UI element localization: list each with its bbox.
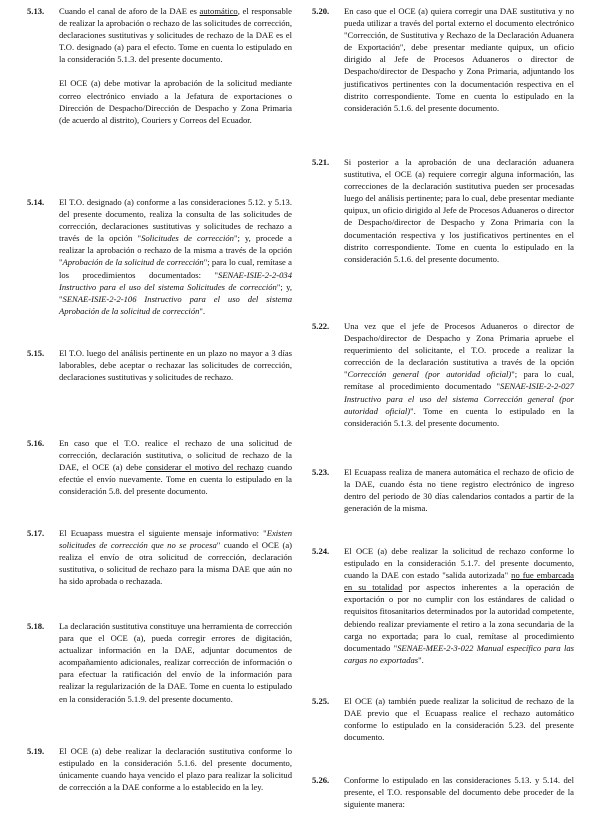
clause-body bbox=[59, 745, 292, 793]
italic-text: Aprobación de la solicitud de corrección bbox=[62, 257, 204, 268]
text-run: Conforme lo estipulado en las consideraciones 5.13. y 5.14. del presente, el T.O. responsable del documento debe proceder de la siguiente manera: bbox=[344, 775, 574, 810]
clause-paragraph bbox=[344, 5, 574, 114]
clause-5-23 bbox=[312, 466, 574, 514]
clause-5-18 bbox=[27, 620, 292, 705]
clause-number: 5.22. bbox=[312, 321, 330, 331]
clause-number: 5.21. bbox=[312, 157, 330, 167]
clause-body bbox=[344, 156, 574, 265]
clause-5-17 bbox=[27, 527, 292, 587]
clause-paragraph bbox=[59, 437, 292, 497]
clause-number: 5.16. bbox=[27, 438, 45, 448]
clause-paragraph bbox=[59, 527, 292, 587]
clause-body bbox=[59, 5, 292, 126]
text-run: El OCE (a) debe realizar la declaración sustitutiva conforme lo estipulado en la consideración 5.1.6. del presente documento, únicamente cuando haya vencido el plazo para realizar la solicitud de corrección a la DAE conforme a lo establecido en la ley. bbox=[59, 746, 292, 793]
underlined-text: automático bbox=[199, 6, 238, 16]
text-run: El Ecuapass muestra el siguiente mensaje informativo: " bbox=[59, 528, 267, 538]
clause-paragraph bbox=[344, 695, 574, 743]
text-run: ". bbox=[199, 305, 206, 316]
clause-number: 5.19. bbox=[27, 746, 45, 756]
text-run: Si posterior a la aprobación de una declaración aduanera sustitutiva, el OCE (a) requiere corregir alguna información, las correcciones de la declaración sustitutiva pueden ser procesadas luego del análisis pertinente; para lo cual, debe presentar mediante quipux, un oficio dirigido al Jefe de Procesos Aduaneros o director de Despacho/director de Despacho y Zona Primaria con la documentación respectiva y los justificativos pertinentes en el distrito correspondiente. Tome en cuenta lo estipulado en la consideración 5.1.6. del presente documento. bbox=[344, 157, 574, 264]
text-run: La declaración sustitutiva constituye una herramienta de corrección para que el OCE (a), pueda corregir errores de digitación, actualizar información en la DAE, adjuntar documentos de acompañamiento adicionales, realizar corrección de información o para efectuar la ratificación del envío de la información para realizar la regularización de la DAE. Tome en cuenta lo estipulado en la consideración 5.1.9. del presente documento. bbox=[59, 621, 292, 704]
text-run: Cuando el canal de aforo de la DAE es bbox=[59, 6, 200, 16]
text-run: El OCE (a) debe motivar la aprobación de la solicitud mediante correo electrónico enviado a la Jefatura de exportaciones o Dirección de Despacho/Dirección de Despacho y Zona Primaria (de acuerdo al distrito), Couriers y Correos del Ecuador. bbox=[59, 78, 292, 125]
clause-paragraph bbox=[344, 466, 574, 514]
clause-body bbox=[344, 545, 574, 666]
clause-paragraph bbox=[59, 77, 292, 125]
text-run: El Ecuapass realiza de manera automática el rechazo de oficio de la DAE, cuando ésta no tiene registro electrónico de ingreso dentro del periodo de 30 días calendarios contados a partir de la generación de la misma. bbox=[344, 467, 574, 514]
clause-number: 5.23. bbox=[312, 467, 330, 477]
clause-paragraph bbox=[344, 156, 574, 265]
text-run: El T.O. designado (a) conforme a las consideraciones 5.12. y 5.13. del presente documento, realiza la consulta de las solicitudes de corrección, declaraciones sustitutivas y solicitudes de rechazo a través de la opción " bbox=[59, 197, 292, 244]
clause-5-15 bbox=[27, 347, 292, 383]
clause-paragraph bbox=[59, 620, 292, 705]
text-run: ". bbox=[418, 654, 424, 665]
clause-number: 5.15. bbox=[27, 348, 45, 358]
clause-number: 5.26. bbox=[312, 775, 330, 785]
clause-5-16 bbox=[27, 437, 292, 497]
clause-paragraph bbox=[59, 196, 292, 317]
clause-paragraph bbox=[344, 545, 574, 666]
text-run: El OCE (a) también puede realizar la solicitud de rechazo de la DAE previo que el Ecuapass realice el rechazo automático conforme lo estipulado en la consideración 5.23. del presente documento. bbox=[344, 696, 574, 743]
text-run: Una vez que el jefe de Procesos Aduaneros o director de Despacho/director de Despacho y Zona Primaria apruebe el requerimiento del solicitante, el T.O. procede a realizar la corrección de la declaración sustitutiva a través de la opción " bbox=[344, 321, 574, 380]
clause-number: 5.13. bbox=[27, 6, 45, 16]
clause-number: 5.17. bbox=[27, 528, 45, 538]
clause-body bbox=[59, 527, 292, 587]
clause-body bbox=[59, 437, 292, 497]
text-run: El OCE (a) debe realizar la solicitud de rechazo conforme lo estipulado en la consideración 5.1.7. del presente documento, cuando la DAE con estado "salida autorizada" bbox=[344, 546, 574, 581]
clause-body bbox=[59, 196, 292, 317]
clause-5-13 bbox=[27, 5, 292, 126]
text-run: "; para lo cual, remítase a los procedimientos documentados: " bbox=[59, 257, 292, 280]
clause-5-14 bbox=[27, 196, 292, 317]
clause-5-24 bbox=[312, 545, 574, 666]
clause-body bbox=[344, 695, 574, 743]
text-run: "; y, " bbox=[59, 281, 292, 304]
text-run: , el responsable de realizar la aprobación o rechazo de las solicitudes de corrección, declaraciones sustitutivas y solicitudes de rechazo de la DAE es el T.O. designado (a) para el efecto. Tome en cuenta lo estipulado en la consideración 5.1.3. del presente documento. bbox=[59, 6, 292, 65]
clause-body bbox=[59, 347, 292, 383]
text-run: "; y, procede a realizar la aprobación o rechazo de la misma a través de la opción " bbox=[59, 233, 292, 268]
clause-body bbox=[344, 320, 574, 429]
clause-body bbox=[59, 620, 292, 705]
clause-5-22 bbox=[312, 320, 574, 429]
text-run: cuando efectúe el envío nuevamente. Tome en cuenta lo estipulado en la consideración 5.8. del presente documento. bbox=[59, 462, 293, 497]
text-run: En caso que el OCE (a) quiera corregir una DAE sustitutiva y no pueda utilizar a través del portal externo el documento electrónico "Corrección, de Sustitutiva y Rechazo de la Declaración Aduanera de Exportación", debe presentar mediante quipux, un oficio dirigido al Jefe de Procesos Aduaneros o director de Despacho/director de Despacho y Zona Primaria, adjuntando los justificativos pertinentes con la documentación respectiva en el distrito correspondiente. Tome en cuenta lo estipulado en la consideración 5.1.6. del presente documento. bbox=[344, 6, 574, 113]
clause-paragraph bbox=[344, 774, 574, 810]
text-run: por aspectos inherentes a la operación de exportación o por no cumplir con los estándares de calidad o requisitos fitosanitarios determinados por la autoridad competente, debiendo realizar previamente el retiro a la zona secundaria de la carga no exportada; para lo cual, remítase al procedimiento documentado " bbox=[344, 582, 574, 653]
text-run: "; para lo cual, remítase al procedimiento documentado " bbox=[344, 369, 574, 392]
italic-text: Corrección general (por autoridad oficial) bbox=[347, 369, 512, 380]
clause-5-19 bbox=[27, 745, 292, 793]
clause-number: 5.24. bbox=[312, 546, 330, 556]
italic-text: SENAE-ISIE-2-2-034 Instructivo para el uso del sistema Solicitudes de corrección bbox=[59, 269, 292, 292]
clause-body bbox=[344, 774, 574, 810]
clause-number: 5.20. bbox=[312, 6, 330, 16]
clause-5-21 bbox=[312, 156, 574, 265]
clause-body bbox=[344, 466, 574, 514]
italic-text: Existen solicitudes de corrección que no se procesa bbox=[59, 528, 292, 551]
underlined-text: considerar el motivo del rechazo bbox=[145, 462, 264, 473]
clause-5-25 bbox=[312, 695, 574, 743]
clause-number: 5.14. bbox=[27, 197, 45, 207]
italic-text: SENAE-ISIE-2-2-106 Instructivo para el uso del sistema Aprobación de la solicitud de corrección bbox=[59, 293, 292, 316]
italic-text: SENAE-MEE-2-3-022 Manual específico para las cargas no exportadas bbox=[344, 642, 574, 665]
clause-number: 5.18. bbox=[27, 621, 45, 631]
clause-body bbox=[344, 5, 574, 114]
clause-paragraph bbox=[59, 745, 292, 793]
clause-number: 5.25. bbox=[312, 696, 330, 706]
clause-5-26 bbox=[312, 774, 574, 810]
clause-paragraph bbox=[344, 320, 574, 429]
clause-5-20 bbox=[312, 5, 574, 114]
clause-paragraph bbox=[59, 5, 292, 65]
underlined-text: no fue embarcada en su totalidad bbox=[344, 570, 574, 593]
italic-text: SENAE-ISIE-2-2-027 Instructivo para el uso del sistema Corrección general (por autoridad oficial) bbox=[344, 381, 574, 416]
clause-paragraph bbox=[59, 347, 292, 383]
text-run: El T.O. luego del análisis pertinente en un plazo no mayor a 3 días laborables, debe aceptar o rechazar las solicitudes de corrección, declaraciones sustitutivas y solicitudes de rechazo. bbox=[59, 348, 292, 383]
text-run: En caso que el T.O. realice el rechazo de una solicitud de corrección, declaración sustitutiva, o solicitud de rechazo de la DAE, el OCE (a) debe bbox=[59, 438, 292, 473]
italic-text: Solicitudes de corrección bbox=[141, 233, 234, 244]
text-run: ". Tome en cuenta lo estipulado en la consideración 5.1.3. del presente documento. bbox=[344, 405, 574, 428]
text-run: " cuando el OCE (a) realiza el envío de otra solicitud de corrección, declaración sustitutiva, o solicitud de rechazo para la misma DAE que aún no ha sido aprobada o rechazada. bbox=[59, 540, 292, 587]
